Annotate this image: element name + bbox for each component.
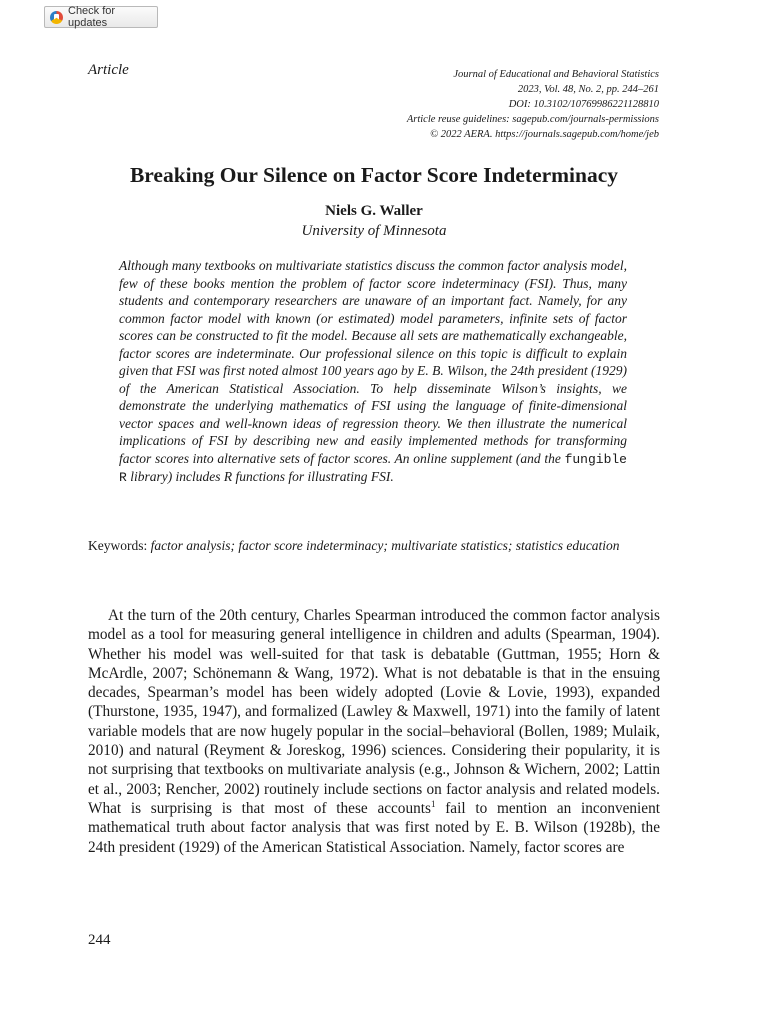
keywords-values: factor analysis; factor score indeterminacy; multivariate statistics; statistics education: [150, 538, 620, 553]
crossmark-icon: [50, 11, 63, 24]
footnote-ref[interactable]: 1: [430, 798, 436, 809]
article-type-label: Article: [88, 62, 129, 78]
code-r: R: [119, 470, 127, 485]
abstract-text-end: library) includes R functions for illustrating FSI.: [130, 469, 394, 484]
journal-doi: DOI: 10.3102/10769986221128810: [508, 99, 659, 110]
paper-title: Breaking Our Silence on Factor Score Indeterminacy: [129, 163, 619, 187]
author-affiliation: University of Minnesota: [301, 223, 447, 239]
keywords-label: Keywords:: [88, 538, 148, 553]
reuse-guidelines: Article reuse guidelines: sagepub.com/journals-permissions: [406, 114, 659, 125]
abstract: [119, 257, 627, 487]
abstract-text: Although many textbooks on multivariate statistics discuss the common factor analysis model, few of these books mention the problem of factor score indeterminacy (FSI). Thus, many students and contemporary researchers are unaware of an important fact. Namely, for any common factor model with known (or estimated) model parameters, infinite sets of factor scores can be constructed to fit the model. Because all sets are mathematically exchangeable, factor scores are indeterminate. Our professional silence on this topic is difficult to explain given that FSI was first noted almost 100 years ago by E. B. Wilson, the 24th president (1929) of the American Statistical Association. To help disseminate Wilson’s insights, we demonstrate the underlying mathematics of FSI using the language of finite-dimensional vector spaces and well-known ideas of regression theory. We then illustrate the numerical implications of FSI by describing new and easily implemented methods for transforming factor scores into alternative sets of factor scores. An online supplement (and the: [119, 258, 627, 466]
code-fungible: fungible: [564, 451, 627, 467]
journal-volume: 2023, Vol. 48, No. 2, pp. 244–261: [517, 84, 659, 95]
copyright-line: © 2022 AERA. https://journals.sagepub.com/home/jeb: [430, 129, 659, 140]
body-text: At the turn of the 20th century, Charles Spearman introduced the common factor analysis model as a tool for measuring general intelligence in children and adults (Spearman, 1904). Whether his model was well-suited for that task is debatable (Guttman, 1955; Horn & McArdle, 2007; Schönemann & Wang, 1972). What is not debatable is that in the ensuing decades, Spearman’s model has been widely adopted (Lovie & Lovie, 1993), expanded (Thurstone, 1935, 1947), and formalized (Lawley & Maxwell, 1971) into the family of latent variable models that are now hugely popular in the social–behavioral (Bollen, 1989; Mulaik, 2010) and natural (Reyment & Joreskog, 1996) sciences. Considering their popularity, it is not surprising that textbooks on multivariate analysis (e.g., Johnson & Wichern, 2002; Lattin et al., 2003; Rencher, 2002) routinely include sections on factor analysis and related models. What is surprising is that most of these accounts: [88, 607, 660, 817]
author-name: Niels G. Waller: [325, 203, 423, 219]
page-number: 244: [88, 932, 111, 948]
body-paragraph: [88, 606, 660, 857]
journal-info: [407, 67, 659, 142]
check-for-updates-button[interactable]: [44, 6, 158, 28]
journal-name: Journal of Educational and Behavioral Statistics: [453, 69, 659, 80]
body-text-end: fail to mention an inconvenient mathematical truth about factor analysis that was first noted by E. B. Wilson (1928b), the 24th president (1929) of the American Statistical Association. Namely, factor scores are: [88, 799, 660, 856]
check-for-updates-label: Check for updates: [68, 5, 116, 29]
keywords: [88, 537, 660, 555]
